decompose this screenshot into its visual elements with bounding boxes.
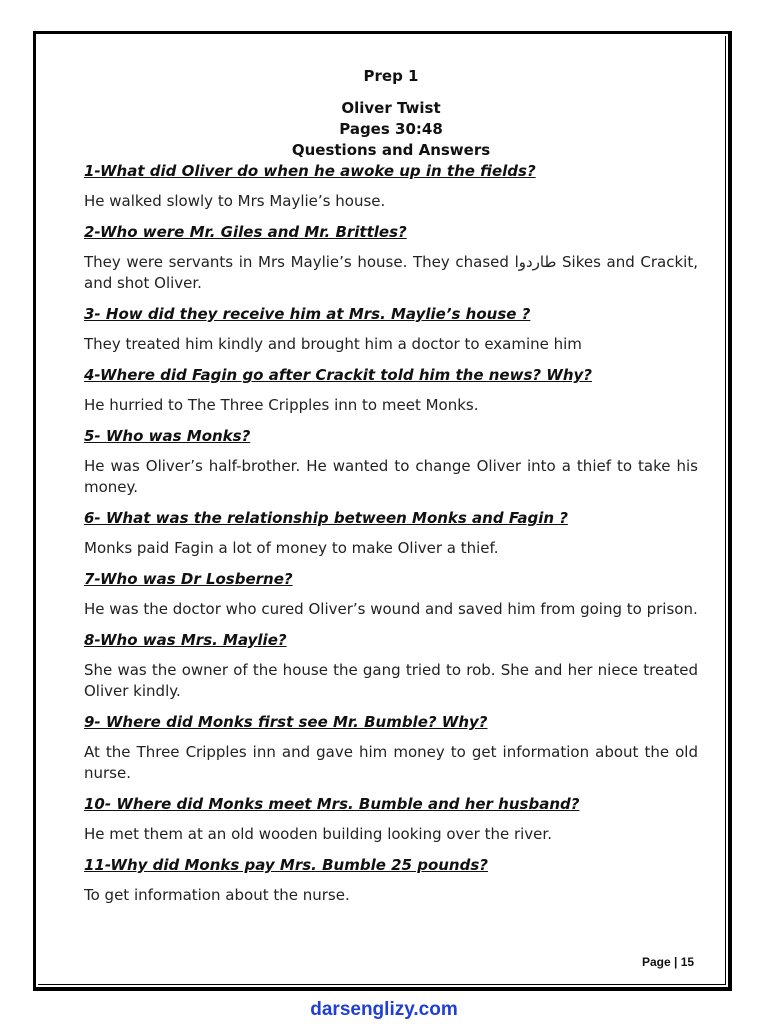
question: 6- What was the relationship between Monks and Fagin ? [84,509,568,527]
document-body [84,66,698,916]
question: 11-Why did Monks pay Mrs. Bumble 25 pounds? [84,856,488,874]
answer: At the Three Cripples inn and gave him money to get information about the old nurse. [84,743,698,782]
answer: She was the owner of the house the gang tried to rob. She and her niece treated Oliver kindly. [84,661,698,700]
question: 10- Where did Monks meet Mrs. Bumble and her husband? [84,795,580,813]
book-title: Oliver Twist [341,99,441,117]
answer: Monks paid Fagin a lot of money to make Oliver a thief. [84,539,499,557]
question: 8-Who was Mrs. Maylie? [84,631,287,649]
question: 4-Where did Fagin go after Crackit told him the news? Why? [84,366,593,384]
question: 1-What did Oliver do when he awoke up in the fields? [84,162,536,180]
page-number: Page | 15 [642,955,695,969]
answer: He hurried to The Three Cripples inn to meet Monks. [84,396,479,414]
question: 9- Where did Monks first see Mr. Bumble? Why? [84,713,488,731]
page-range: Pages 30:48 [339,120,443,138]
answer: He met them at an old wooden building looking over the river. [84,825,552,843]
answer: To get information about the nurse. [84,886,350,904]
answer: He was the doctor who cured Oliver’s wound and saved him from going to prison. [84,600,698,618]
answer: They treated him kindly and brought him a doctor to examine him [84,335,582,353]
question: 5- Who was Monks? [84,427,251,445]
answer: He walked slowly to Mrs Maylie’s house. [84,192,386,210]
answer: They were servants in Mrs Maylie’s house. They chased طاردوا Sikes and Crackit, and shot Oliver. [84,253,698,292]
level-heading: Prep 1 [363,67,419,85]
question: 7-Who was Dr Losberne? [84,570,293,588]
section-subtitle: Questions and Answers [291,141,491,159]
question: 2-Who were Mr. Giles and Mr. Brittles? [84,223,407,241]
question: 3- How did they receive him at Mrs. Maylie’s house ? [84,305,531,323]
website-link[interactable]: darsenglizy.com [310,999,458,1020]
answer: He was Oliver’s half-brother. He wanted to change Oliver into a thief to take his money. [84,457,698,496]
